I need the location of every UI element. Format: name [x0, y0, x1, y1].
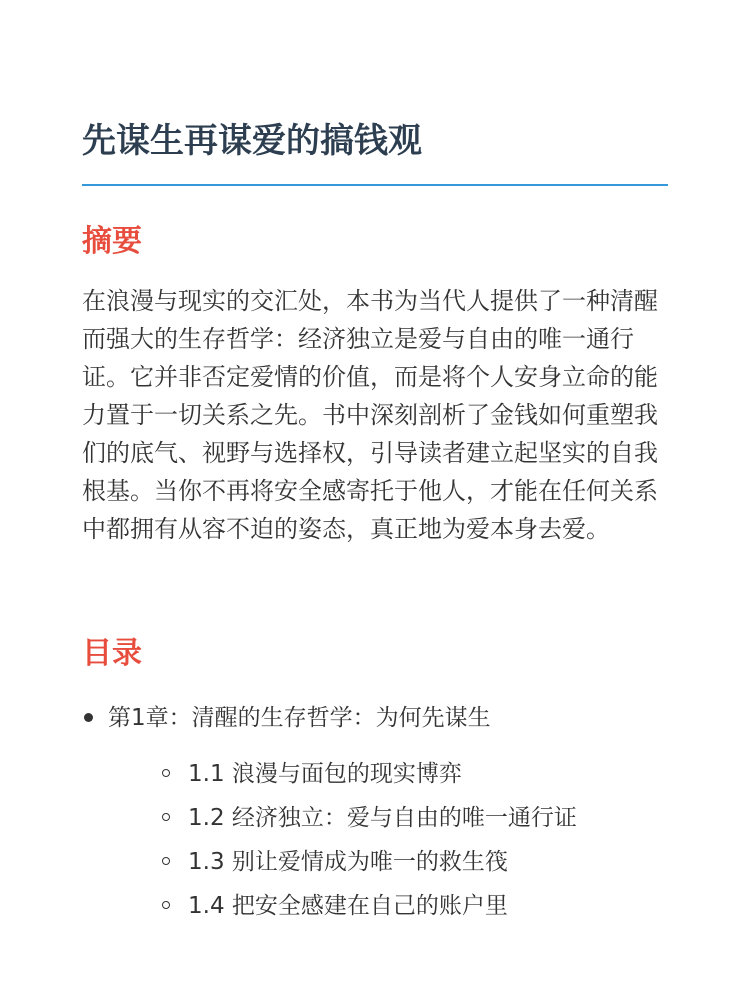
toc-section-1-3 — [188, 844, 508, 880]
abstract-text: 在浪漫与现实的交汇处，本书为当代人提供了一种清醒而强大的生存哲学：经济独立是爱与自由的唯一通行证。它并非否定爱情的价值，而是将个人安身立命的能力置于一切关系之先。书中深刻剖析了金钱如何重塑我们的底气、视野与选择权，引导读者建立起坚实的自我根基。当你不再将安全感寄托于他人，才能在任何关系中都拥有从容不迫的姿态，真正地为爱本身去爱。 — [82, 287, 658, 543]
bullet-disc-icon — [84, 713, 93, 722]
document-title: 先谋生再谋爱的搞钱观 — [82, 121, 422, 161]
abstract-heading: 摘要 — [82, 224, 142, 259]
toc-section-label: 1.4 把安全感建在自己的账户里 — [188, 893, 508, 919]
toc-heading: 目录 — [82, 636, 142, 671]
toc-section-label: 1.1 浪漫与面包的现实博弈 — [188, 761, 462, 787]
toc-chapter-1 — [108, 700, 491, 736]
toc-section-1-4 — [188, 888, 508, 924]
bullet-circle-icon — [162, 857, 170, 865]
bullet-circle-icon — [162, 901, 170, 909]
bullet-circle-icon — [162, 769, 170, 777]
bullet-circle-icon — [162, 813, 170, 821]
title-divider — [82, 184, 668, 186]
toc-section-1-2 — [188, 800, 577, 836]
toc-section-1-1 — [188, 756, 462, 792]
toc-section-label: 1.3 别让爱情成为唯一的救生筏 — [188, 849, 508, 875]
toc-section-label: 1.2 经济独立：爱与自由的唯一通行证 — [188, 805, 577, 831]
toc-chapter-label: 第1章：清醒的生存哲学：为何先谋生 — [108, 705, 491, 731]
